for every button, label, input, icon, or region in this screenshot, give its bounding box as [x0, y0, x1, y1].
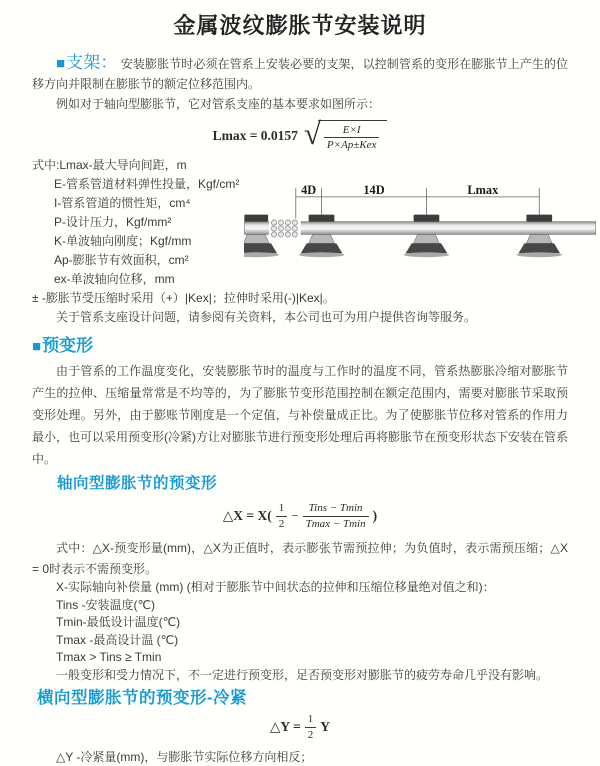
consult-line: 关于管系支座设计问题，请参阅有关资料，本公司也可为用户提供咨询等服务。: [56, 310, 477, 324]
pipe-support-diagram: [244, 182, 596, 278]
fraction: [324, 123, 380, 153]
pipe-support-guide: [404, 215, 450, 258]
fraction-denominator: 2: [278, 517, 285, 530]
support-section-heading: 支架：: [66, 53, 118, 72]
axial-line: X-实际轴向补偿量 (mm) (相对于膨胀节中间状态的拉伸和压缩位移量绝对值之和)：: [56, 580, 495, 594]
formula-post: ): [372, 508, 378, 523]
lateral-coldtight-formula: [32, 712, 568, 742]
formula-pre: △Y =: [270, 719, 301, 734]
fraction-denominator: 2: [307, 728, 314, 741]
formula-post: Y: [320, 719, 330, 734]
pipe-support-guide: [516, 215, 562, 258]
dimension-label-14d: 14D: [363, 182, 385, 197]
axial-explain-paragraph: 式中：△X-预变形量(mm)，△X为正值时，表示膨张节需预拉伸；为负值时，表示需预压缩；△X = 0时表示不需预变形。: [32, 541, 568, 576]
axial-line: Tmax > Tins ≥ Tmin: [56, 650, 162, 664]
definitions-and-diagram: [32, 156, 568, 289]
definition-line: Ap-膨胀节有效面积，cm²: [54, 253, 189, 267]
axial-definition-lines: [32, 579, 568, 684]
axial-sub-header: 轴向型膨胀节的预变形: [57, 475, 218, 492]
formula-lhs: Lmax = 0.0157: [212, 128, 298, 143]
dimension-label-4d: 4D: [301, 182, 317, 197]
radical-sign: √: [303, 115, 321, 151]
guide-spacing-formula: [32, 115, 568, 154]
definition-line: 式中:Lmax-最大导向间距，m: [32, 158, 187, 172]
minus-operator: −: [291, 508, 299, 523]
half-fraction: [276, 501, 288, 531]
page-title: 金属波纹膨胀节安装说明: [173, 13, 427, 38]
section-bullet-icon: ■: [32, 338, 42, 355]
example-line: 例如对于轴向型膨胀节，它对管系支座的基本要求如图所示：: [56, 97, 381, 111]
dimension-lines: [296, 188, 539, 219]
lateral-sub-header: 横向型膨胀节的预变形-冷紧: [37, 689, 247, 707]
fraction-numerator: 1: [305, 712, 317, 727]
axial-predeform-formula: [32, 498, 568, 534]
pipe-support-guide: [299, 215, 345, 258]
lateral-definition-line: △Y -冷紧量(mm)，与膨胀节实际位移方向相反；: [56, 750, 313, 764]
definition-line: E-管系管道材料弹性投量，Kgf/cm²: [54, 177, 240, 191]
fraction-denominator: P×Ap±Kex: [326, 139, 377, 151]
section-bullet-icon: ■: [56, 55, 66, 72]
predeform-body-paragraph: 由于管系的工作温度变化，安装膨胀节时的温度与工作时的温度不同，管系热膨胀冷缩对膨胀节产生的拉伸、压缩量常常是不均等的，为了膨胀节变形范围控制在额定范围内，需要对膨胀节采取预变形处理。另外，由于膨账节刚度是一个定值，与补偿量成正比。为了使膨胀节位移对管系的作用力最小，也可以采用预变形(冷紧)方让对膨胀节进行预变形处理后再将膨胀节在预变形状态下安装在管系中。: [32, 364, 568, 466]
axial-line: Tmin-最低设计温度(℃): [56, 615, 181, 629]
axial-line: Tins -安装温度(℃): [56, 597, 156, 612]
definition-line: I-管系管道的惯性矩，cm⁴: [54, 196, 191, 210]
dimension-label-lmax: Lmax: [467, 182, 499, 197]
fraction-numerator: 1: [276, 501, 288, 516]
definition-line: K-单波轴向刚度；Kgf/mm: [54, 234, 192, 248]
bellows: [269, 219, 301, 238]
formula-pre: △X = X(: [222, 508, 272, 523]
support-intro-text: 安装膨胀节时必须在管系上安装必要的支架，以控制管系的变形在膨胀节上产生的位移方向并限制在膨胀节的额定位移范围内。: [32, 57, 568, 91]
fraction-numerator: E×I: [324, 123, 380, 138]
definition-line: ex-单波轴向位移，mm: [54, 272, 175, 286]
temperature-fraction: [303, 501, 369, 531]
half-fraction: [305, 712, 317, 742]
axial-line: Tmax -最高设计温 (℃): [56, 632, 179, 647]
plusminus-definition-line: ± -膨胀节受压缩时采用（+）|Kex|；拉伸时采用(-)|Kex|。: [32, 291, 335, 305]
definition-line: P-设计压力，Kgf/mm²: [54, 215, 172, 229]
predeform-heading-text: 预变形: [42, 336, 94, 355]
fraction-numerator: Tins − Tmin: [303, 501, 369, 516]
fraction-denominator: Tmax − Tmin: [305, 517, 366, 530]
support-intro-paragraph: [32, 53, 568, 94]
radical-body: [318, 120, 388, 153]
sqrt-expression: [303, 115, 388, 153]
predeform-section-header: [32, 335, 568, 358]
axial-line: 一般变形和受力情况下，不一定进行预变形，足否预变形对膨胀节的疲劳寿命几乎没有影响。: [56, 667, 549, 682]
